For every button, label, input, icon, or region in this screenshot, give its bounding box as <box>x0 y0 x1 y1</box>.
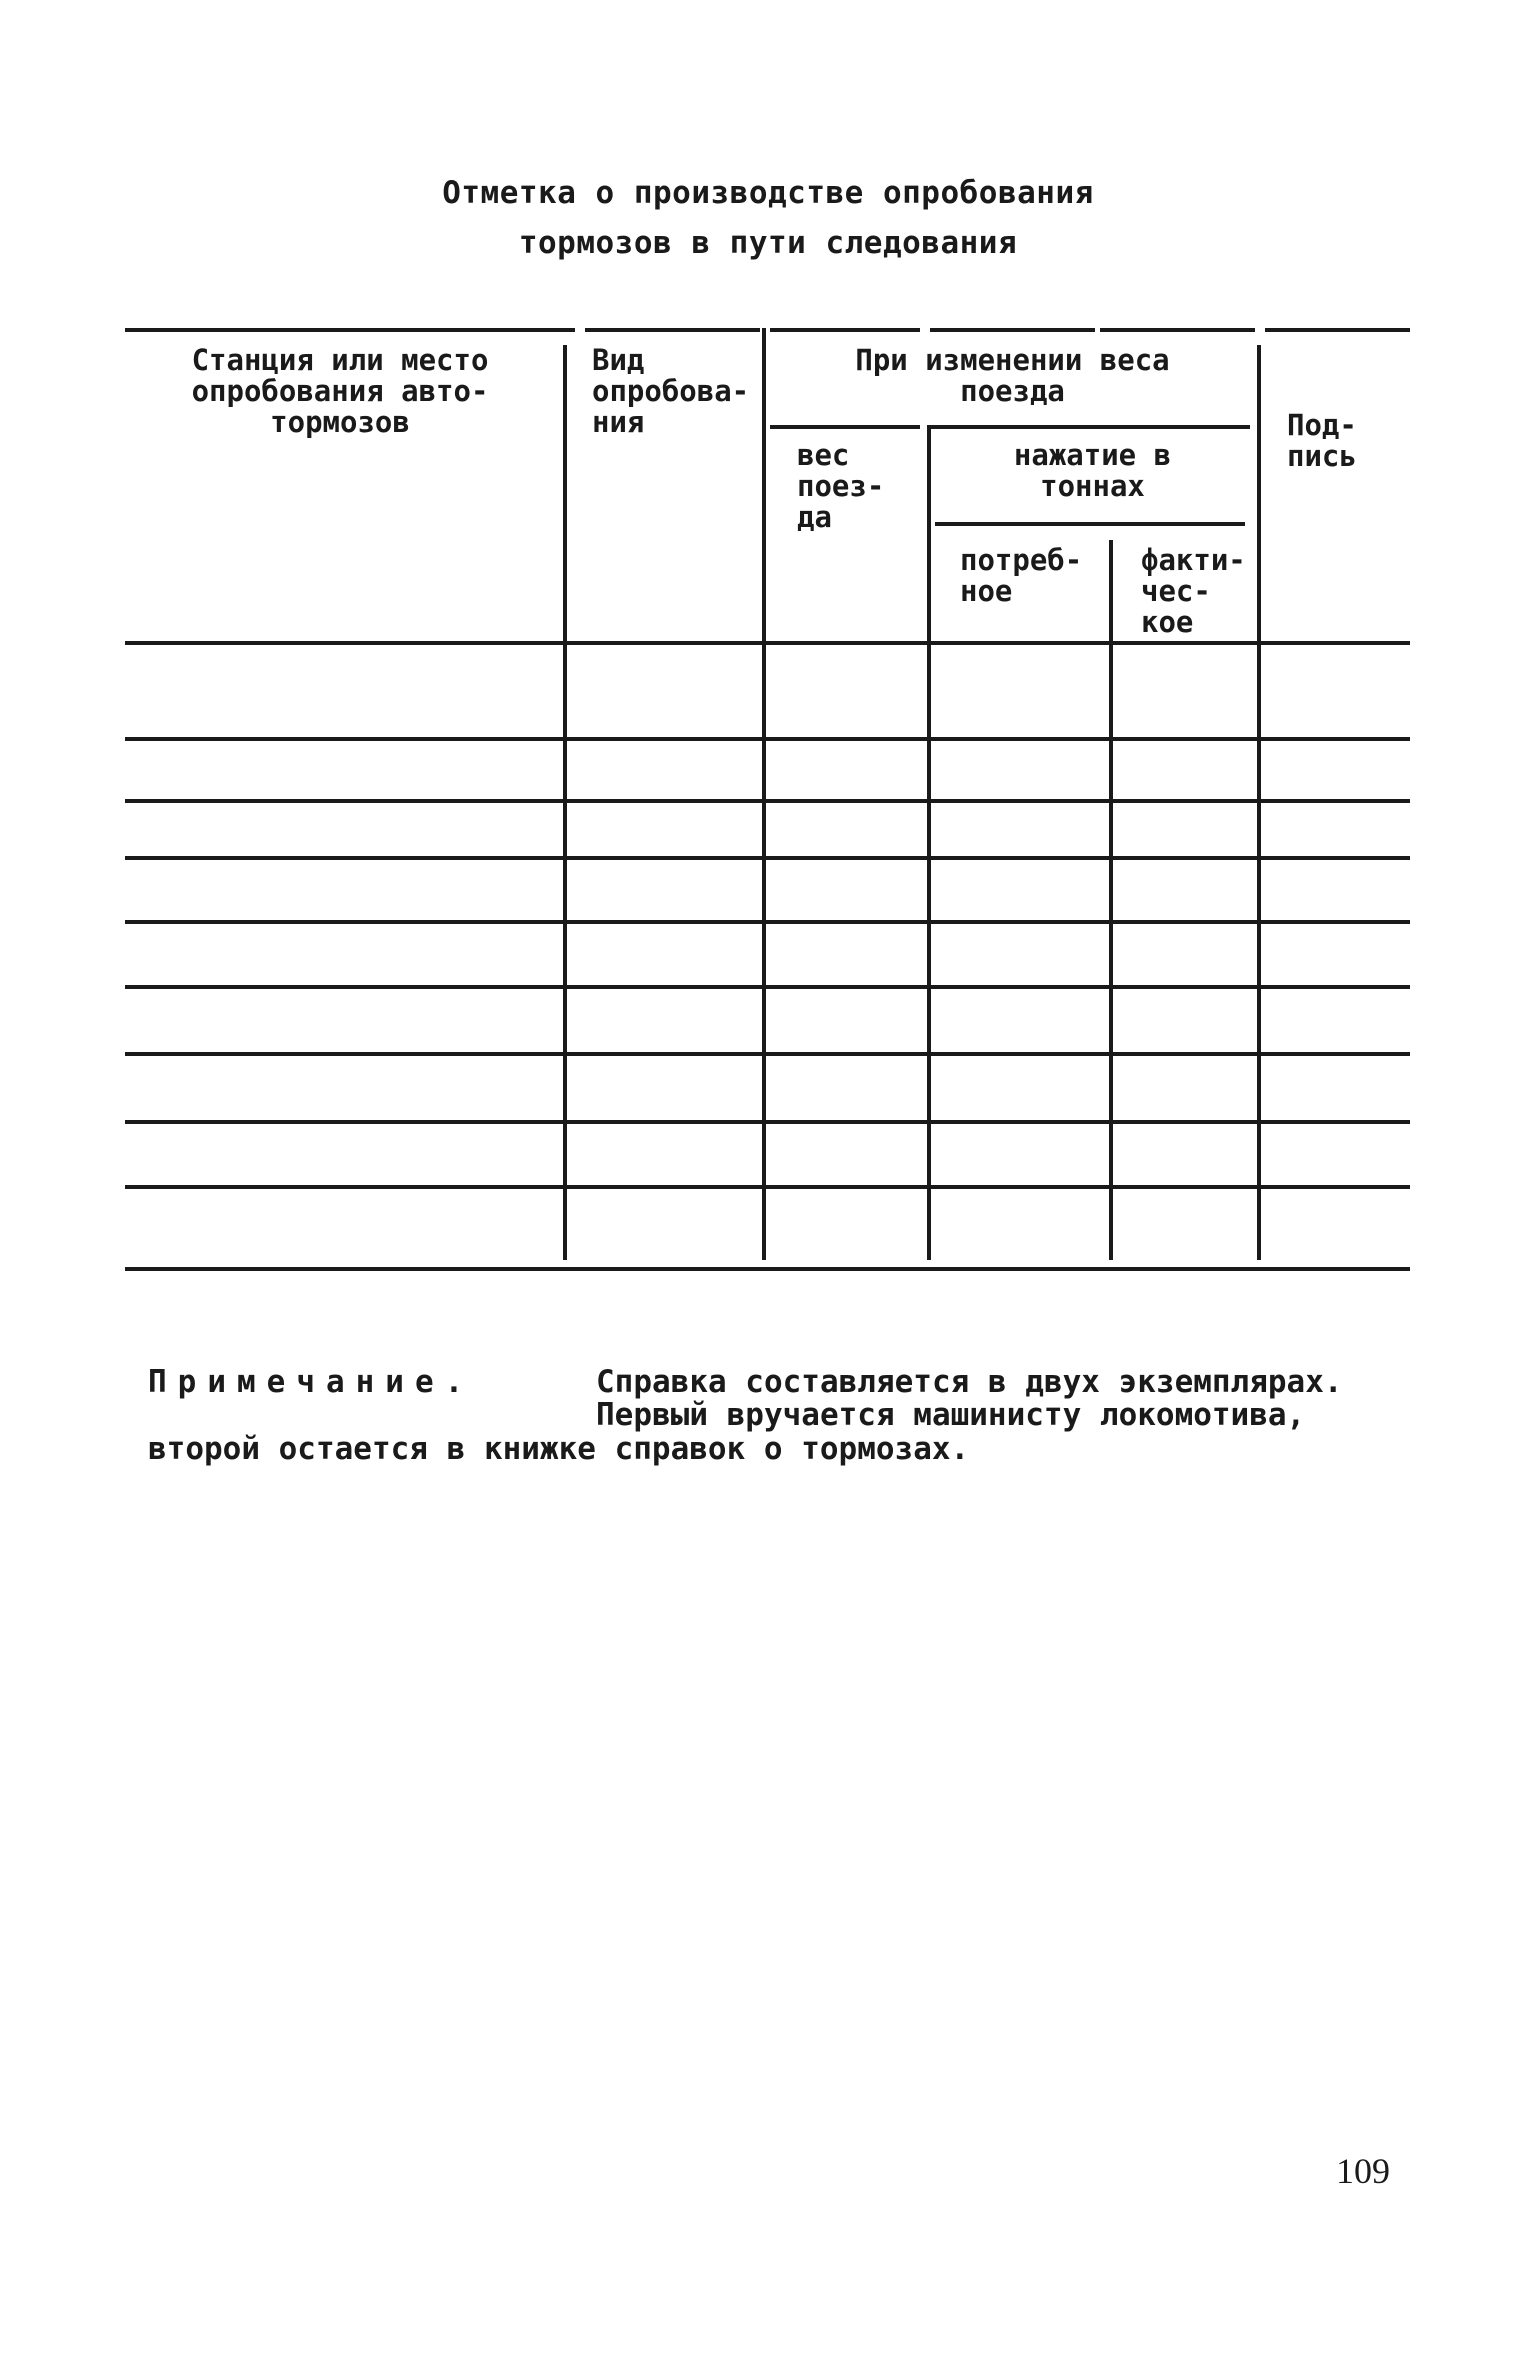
table-bottom-border <box>125 1267 1410 1271</box>
column-rule <box>927 425 931 1260</box>
header-actual: факти- чес- кое <box>1141 543 1246 639</box>
page-number: 109 <box>1336 2151 1390 2191</box>
header-station: Станция или место опробования авто- тормозов <box>191 343 489 439</box>
table-top-border <box>1265 328 1410 332</box>
header-test-type: Вид опробова- ния <box>592 343 750 439</box>
note-label: Примечание. <box>148 1364 475 1400</box>
row-rule <box>125 737 1410 741</box>
page-title-line-2: тормозов в пути следования <box>518 225 1018 261</box>
column-rule <box>762 328 766 1260</box>
header-signature: Под- пись <box>1287 408 1357 473</box>
row-rule <box>125 799 1410 803</box>
header-brake-force: нажатие в тоннах <box>1013 438 1172 503</box>
row-rule <box>125 985 1410 989</box>
note-line-3: второй остается в книжке справок о тормозах. <box>148 1431 970 1467</box>
row-rule <box>125 920 1410 924</box>
row-rule <box>125 1052 1410 1056</box>
table-top-border <box>1100 328 1255 332</box>
header-required: потреб- ное <box>960 543 1083 608</box>
row-rule <box>125 856 1410 860</box>
table-top-border <box>585 328 760 332</box>
subheader-rule <box>935 522 1245 526</box>
row-rule <box>125 641 1410 645</box>
row-rule <box>125 1120 1410 1124</box>
table-top-border <box>125 328 575 332</box>
row-rule <box>125 1185 1410 1189</box>
page-title-line-1: Отметка о производстве опробования <box>442 175 1094 211</box>
column-rule <box>563 345 567 1260</box>
table-top-border <box>930 328 1095 332</box>
header-train-weight: вес поез- да <box>797 438 885 534</box>
header-weight-change: При изменении веса поезда <box>855 343 1170 408</box>
column-rule <box>1109 540 1113 1260</box>
subheader-rule <box>930 425 1250 429</box>
subheader-rule <box>770 425 920 429</box>
column-rule <box>1257 345 1261 1260</box>
note-line-1: Справка составляется в двух экземплярах. <box>596 1364 1343 1400</box>
table-top-border <box>770 328 920 332</box>
note-line-2: Первый вручается машинисту локомотива, <box>596 1397 1306 1433</box>
